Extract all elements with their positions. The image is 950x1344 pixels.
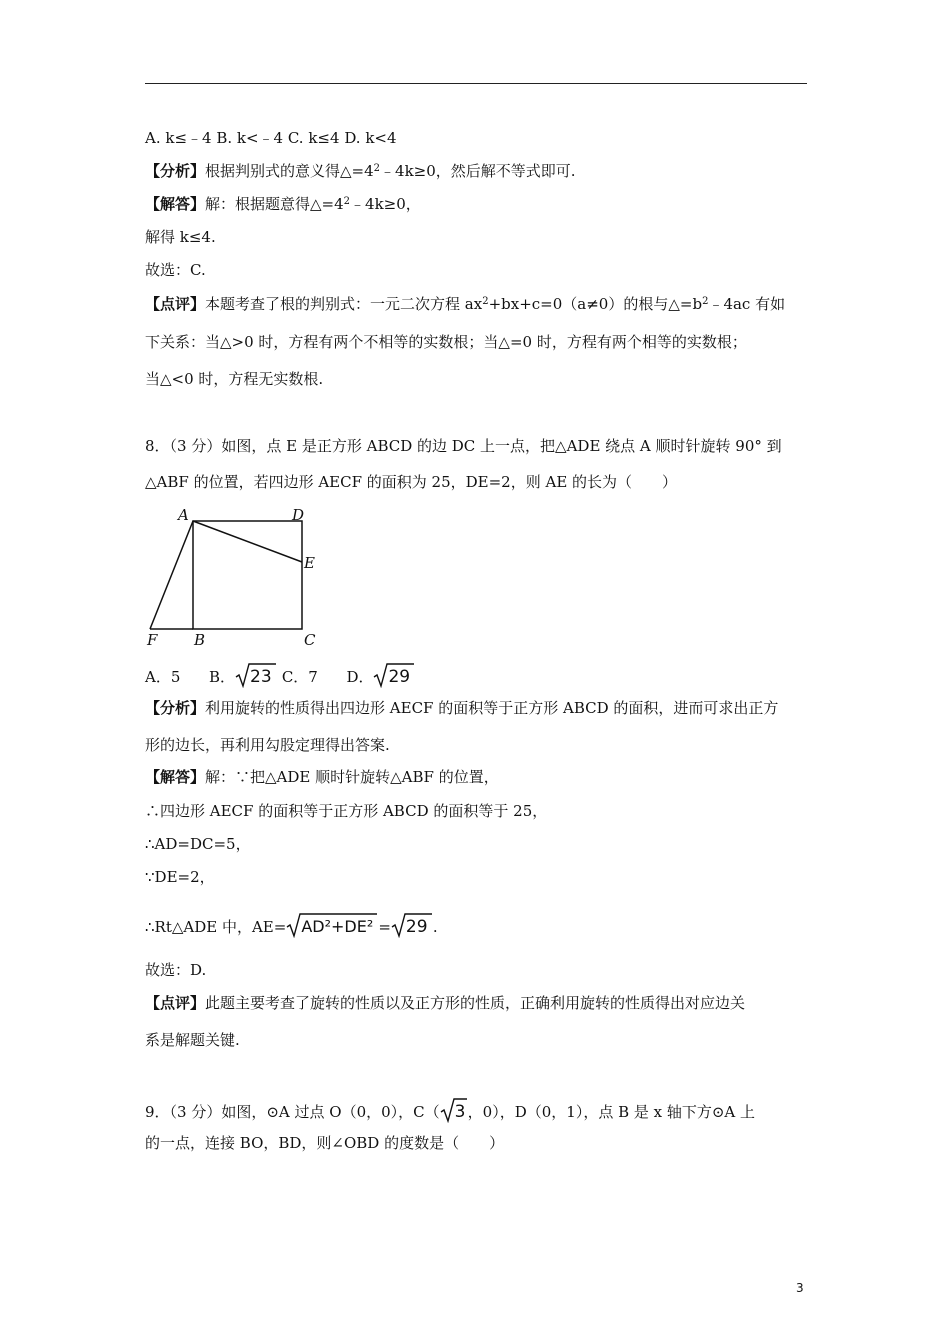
header-rule	[145, 83, 807, 84]
square-abcd	[193, 521, 302, 629]
q7-analysis: 【分析】根据判别式的意义得$\triangle=4^2﹣4k\ge 0$，然后解不等式即可.	[145, 162, 576, 180]
q8-stem: 8．（3 分）如图，点 E 是正方形 ABCD 的边 DC 上一点，把△ADE 绕点 A 顺时针旋转 90° 到	[145, 437, 782, 455]
label-b: B	[194, 631, 206, 649]
q8-answer: 【解答】解：∵把△ADE 顺时针旋转△ABF 的位置，	[145, 768, 499, 786]
q8-options: A．5 B． 23 C．7 D． 29	[145, 662, 415, 688]
q8-stem-line2: △ABF 的位置，若四边形 AECF 的面积为 25，DE=2，则 AE 的长为（ ）	[145, 473, 678, 491]
q8-comment-line2: 系是解题关键.	[145, 1031, 240, 1049]
q8-analysis: 【分析】利用旋转的性质得出四边形 AECF 的面积等于正方形 ABCD 的面积，进而可求出正方	[145, 699, 779, 717]
square-rotation-figure	[145, 503, 335, 651]
q8-choose: 故选：D.	[145, 961, 207, 979]
q7-solve: 解得 k≤4.	[145, 228, 216, 246]
segment-af	[150, 521, 193, 629]
q7-comment: 【点评】本题考查了根的判别式：一元二次方程 $ax^2+bx+c=0(a\ne 0)$的根与$\triangle=b^2﹣4ac$ 有如	[145, 295, 786, 313]
label-c: C	[304, 631, 316, 649]
label-d: D	[292, 506, 305, 524]
label-f: F	[147, 631, 158, 649]
label-e: E	[304, 554, 315, 572]
sqrt-29-result: 29	[391, 912, 433, 938]
q7-answer: 【解答】解：根据题意得$\triangle=4^2﹣4k\ge 0$，	[145, 195, 421, 213]
q7-choose: 故选：C.	[145, 261, 206, 279]
sqrt-ad2-de2: AD²+DE²	[286, 912, 378, 938]
q7-comment-line3: 当△<0 时，方程无实数根.	[145, 370, 324, 388]
q8-comment: 【点评】此题主要考查了旋转的性质以及正方形的性质，正确利用旋转的性质得出对应边关	[145, 994, 746, 1012]
q9-stem: 9．（3 分）如图，⊙A 过点 O（0，0），C（ 3 ，0），D（0，1），点 B 是 x 轴下方⊙A 上	[145, 1097, 755, 1123]
q7-options: A. k≤﹣4 B. k<﹣4 C. k≤4 D. k<4	[145, 129, 397, 147]
q8-answer-line2: ∴四边形 AECF 的面积等于正方形 ABCD 的面积等于 25，	[145, 802, 548, 820]
label-a: A	[178, 506, 189, 524]
segment-ae	[193, 521, 302, 562]
q8-answer-line3: ∴AD=DC=5，	[145, 835, 251, 853]
q8-analysis-line2: 形的边长，再利用勾股定理得出答案.	[145, 736, 390, 754]
page-number: 3	[796, 1281, 804, 1295]
sqrt-3: 3	[440, 1097, 468, 1123]
q8-answer-line5: ∴Rt△ADE 中，AE= AD²+DE² = 29 .	[145, 912, 438, 938]
sqrt-29: 29	[373, 662, 415, 688]
sqrt-23: 23	[235, 662, 277, 688]
q9-stem-line2: 的一点，连接 BO，BD，则∠OBD 的度数是（ ）	[145, 1134, 505, 1152]
q7-comment-line2: 下关系：当△>0 时，方程有两个不相等的实数根；当△=0 时，方程有两个相等的实数根；	[145, 333, 747, 351]
q8-answer-line4: ∵DE=2，	[145, 868, 215, 886]
